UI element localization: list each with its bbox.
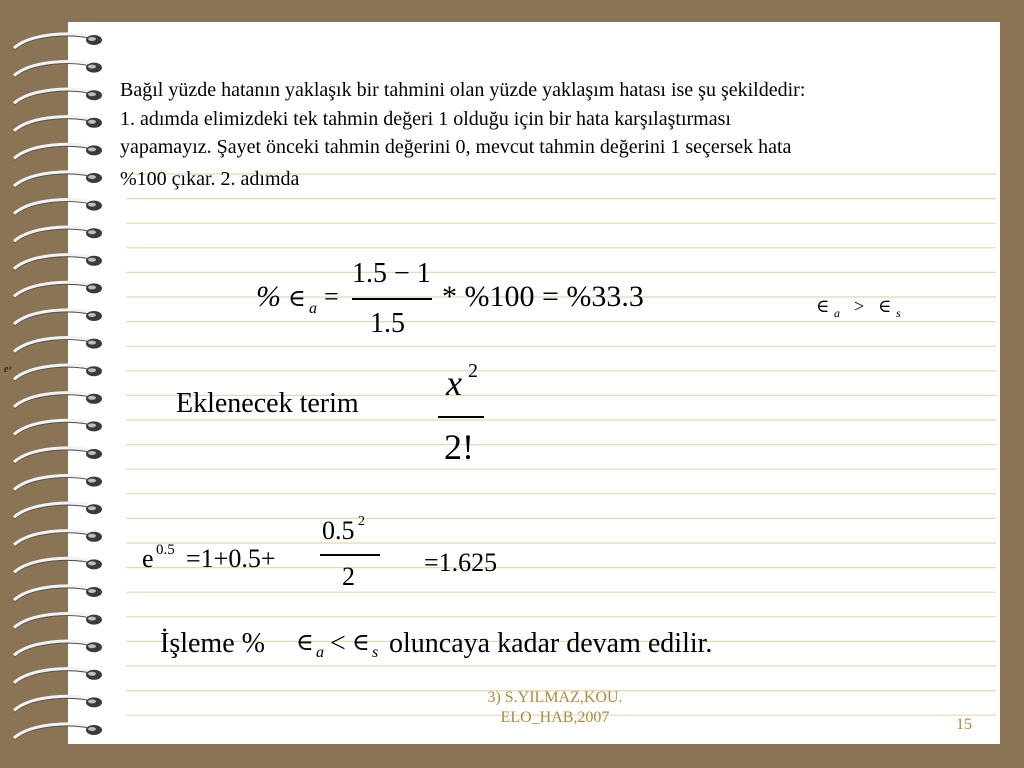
fraction-bar bbox=[352, 298, 432, 300]
intro-line-1: Bağıl yüzde hatanın yaklaşık bir tahmini olan yüzde yaklaşım hatası ise şu şekildedir: bbox=[120, 79, 806, 101]
footer-line-2: ELO_HAB,2007 bbox=[500, 709, 610, 726]
term-fraction bbox=[436, 362, 496, 472]
stop-eps-a: ∈ bbox=[296, 630, 314, 656]
calc-fraction-bar bbox=[320, 554, 380, 556]
percent-sign: % bbox=[256, 280, 281, 313]
spiral-coil bbox=[14, 200, 102, 216]
spiral-coil bbox=[14, 420, 102, 436]
stop-end: oluncaya kadar devam edilir. bbox=[382, 628, 713, 659]
term-numerator-base: x bbox=[446, 363, 462, 403]
calc-result: =1.625 bbox=[424, 548, 498, 577]
term-denominator: 2! bbox=[444, 427, 474, 467]
error-formula bbox=[256, 258, 676, 348]
spiral-coil bbox=[14, 282, 102, 298]
epsilon-symbol: ∈ bbox=[288, 286, 306, 312]
stopping-criterion bbox=[160, 628, 840, 668]
spiral-coil bbox=[14, 144, 102, 160]
spiral-coil bbox=[14, 172, 102, 188]
spiral-coil bbox=[14, 476, 102, 492]
footer-credit bbox=[440, 688, 670, 728]
spiral-coil bbox=[14, 586, 102, 602]
spiral-binding bbox=[0, 0, 120, 768]
intro-line-4: %100 çıkar. 2. adımda bbox=[120, 167, 300, 190]
calc-frac-numerator-exp: 2 bbox=[358, 514, 365, 529]
intro-paragraph bbox=[120, 76, 1010, 193]
spiral-coil bbox=[14, 614, 102, 630]
spiral-coil bbox=[14, 393, 102, 409]
spiral-coil bbox=[14, 696, 102, 712]
footer-line-1: 3) S.YILMAZ,KOU. bbox=[487, 689, 623, 706]
calc-frac-denominator: 2 bbox=[342, 562, 355, 591]
comparison-operator: > bbox=[854, 296, 865, 316]
stop-less: < bbox=[330, 628, 346, 659]
fraction-denominator: 1.5 bbox=[370, 308, 405, 339]
spiral-coil bbox=[14, 62, 102, 78]
term-fraction-bar bbox=[438, 416, 484, 418]
comparison bbox=[816, 296, 926, 326]
spiral-coil bbox=[14, 227, 102, 243]
calc-frac-numerator: 0.5 bbox=[322, 516, 355, 545]
stop-start: İşleme % bbox=[160, 628, 265, 659]
calc-base: e bbox=[142, 544, 154, 573]
spiral-coil bbox=[14, 365, 102, 381]
calc-exponent: 0.5 bbox=[156, 542, 175, 558]
spiral-coil bbox=[14, 641, 102, 657]
stop-sub-a: a bbox=[316, 644, 324, 661]
stop-eps-s: ∈ bbox=[352, 630, 370, 656]
comparison-sub-s: s bbox=[896, 306, 901, 320]
spiral-coil bbox=[14, 503, 102, 519]
spiral-coil bbox=[14, 669, 102, 685]
term-label: Eklenecek terim bbox=[176, 388, 359, 419]
epsilon-subscript-a: a bbox=[309, 300, 317, 317]
spiral-coil bbox=[14, 255, 102, 271]
spiral-coil bbox=[14, 310, 102, 326]
fraction-numerator: 1.5 − 1 bbox=[352, 258, 431, 289]
comparison-eps-a: ∈ bbox=[816, 296, 830, 316]
formula-rhs: * %100 = %33.3 bbox=[442, 280, 644, 313]
stop-sub-s: s bbox=[372, 644, 379, 661]
term-numerator-exp: 2 bbox=[468, 360, 478, 382]
spiral-coil bbox=[14, 724, 102, 740]
spiral-coil bbox=[14, 448, 102, 464]
spiral-coil bbox=[14, 117, 102, 133]
intro-line-3: yapamayız. Şayet önceki tahmin değerini 0, mevcut tahmin değerini 1 seçersek hata bbox=[120, 136, 792, 158]
stray-mark: eˣ bbox=[4, 364, 12, 375]
exp-calculation bbox=[142, 512, 542, 602]
page-number: 15 bbox=[956, 716, 972, 733]
intro-line-2: 1. adımda elimizdeki tek tahmin değeri 1 olduğu için bir hata karşılaştırması bbox=[120, 107, 731, 130]
comparison-eps-s: ∈ bbox=[878, 296, 892, 316]
spiral-coil bbox=[14, 531, 102, 547]
calc-prefix: =1+0.5+ bbox=[186, 544, 276, 573]
spiral-coil bbox=[14, 338, 102, 354]
spiral-coil bbox=[14, 89, 102, 105]
spiral-coil bbox=[14, 558, 102, 574]
equals-sign: = bbox=[324, 282, 339, 311]
spiral-coil bbox=[14, 34, 102, 50]
comparison-sub-a: a bbox=[834, 306, 840, 320]
